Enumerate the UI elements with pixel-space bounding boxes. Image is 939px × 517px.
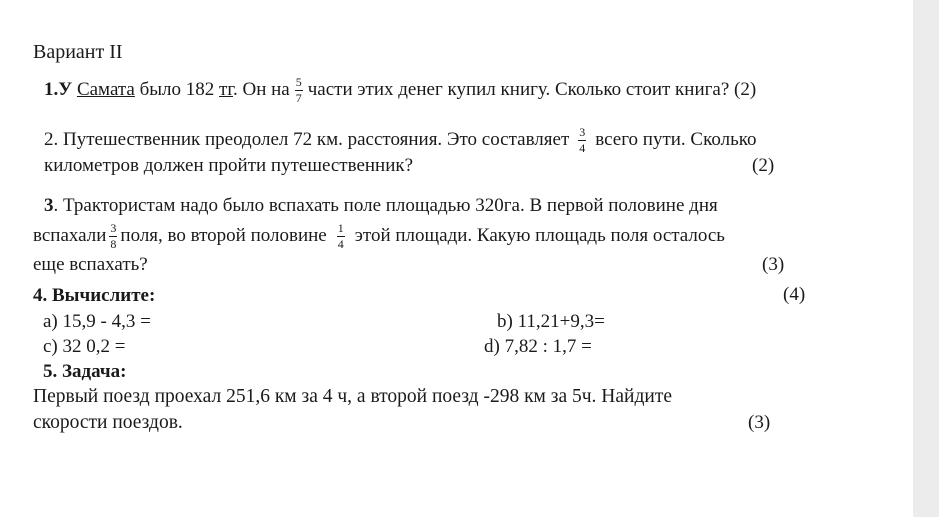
task-2-line-2: километров должен пройти путешественник? bbox=[44, 155, 414, 176]
task-3-text-c: этой площади. Какую площадь поля осталось bbox=[354, 224, 725, 246]
page-edge-strip bbox=[913, 0, 939, 517]
task-2-line-1 bbox=[44, 126, 757, 155]
task-3-number: 3 bbox=[44, 195, 54, 216]
task-1-mid: было 182 bbox=[134, 78, 220, 100]
fraction-denominator: 8 bbox=[110, 237, 117, 251]
task-1 bbox=[44, 76, 756, 105]
task-1-unit: тг bbox=[219, 78, 233, 100]
fraction-numerator: 3 bbox=[110, 221, 117, 235]
fraction-numerator: 3 bbox=[579, 125, 586, 139]
fraction-denominator: 4 bbox=[337, 237, 344, 251]
task-2-text-pre: 2. Путешественник преодолел 72 км. расстояния. Это составляет bbox=[44, 128, 570, 150]
task-3-text-b: поля, во второй половине bbox=[120, 224, 327, 246]
task-2-text-post: всего пути. Сколько bbox=[595, 128, 757, 150]
task-3-line-2 bbox=[33, 222, 725, 251]
task-1-number: 1. bbox=[44, 78, 59, 100]
task-3-fraction-1 bbox=[109, 222, 117, 251]
task-1-post: части этих денег купил книгу. Сколько стоит книга? (2) bbox=[307, 78, 757, 100]
task-3-points: (3) bbox=[762, 254, 785, 275]
task-1-start: У bbox=[58, 78, 77, 100]
task-4-b: b) 11,21+9,3= bbox=[497, 311, 605, 332]
task-2-points: (2) bbox=[752, 155, 775, 176]
task-5-title: 5. Задача: bbox=[43, 361, 127, 382]
task-3-fraction-2 bbox=[337, 222, 345, 251]
variant-heading: Вариант II bbox=[33, 41, 123, 63]
task-5-points: (3) bbox=[748, 412, 771, 433]
task-1-fraction bbox=[295, 76, 303, 105]
task-3-line-3: еще вспахать? bbox=[33, 254, 148, 275]
fraction-denominator: 4 bbox=[579, 141, 586, 155]
task-5-line-2: скорости поездов. bbox=[33, 412, 183, 433]
fraction-numerator: 1 bbox=[337, 221, 344, 235]
fraction-numerator: 5 bbox=[295, 75, 302, 89]
task-5-line-1: Первый поезд проехал 251,6 км за 4 ч, а второй поезд -298 км за 5ч. Найдите bbox=[33, 386, 673, 407]
task-3-text-a: вспахали bbox=[33, 224, 107, 246]
task-3-line-1 bbox=[44, 195, 718, 217]
fraction-denominator: 7 bbox=[295, 91, 302, 105]
task-2-fraction bbox=[578, 126, 586, 155]
task-3-text: . Трактористам надо было вспахать поле площадью 320га. В первой половине дня bbox=[53, 195, 718, 216]
task-1-name: Самата bbox=[76, 78, 135, 100]
task-4-a: a) 15,9 - 4,3 = bbox=[43, 311, 151, 332]
task-4-d: d) 7,82 : 1,7 = bbox=[484, 336, 592, 357]
task-1-pre: . Он на bbox=[233, 78, 290, 100]
task-4-title: 4. Вычислите: bbox=[33, 285, 156, 306]
task-4-points: (4) bbox=[783, 284, 806, 305]
task-4-c: c) 32 0,2 = bbox=[43, 336, 126, 357]
